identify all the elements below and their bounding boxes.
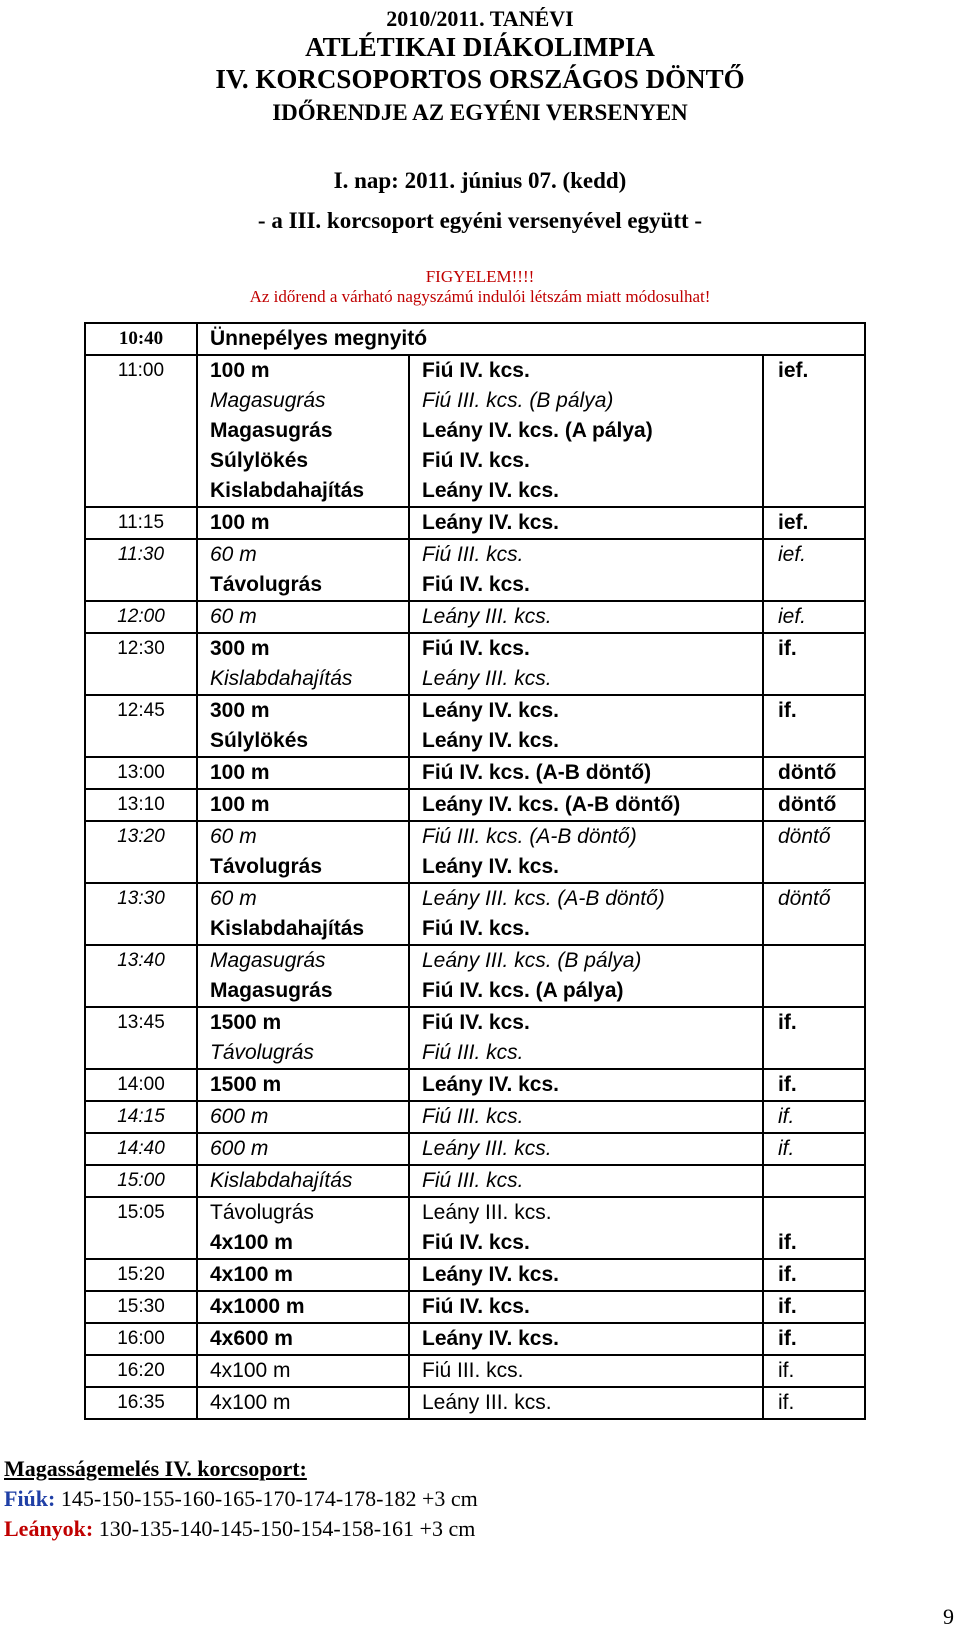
round-type [764,446,864,476]
result-cell [763,633,865,695]
time-cell [85,695,197,757]
result-cell [763,1355,865,1387]
row-time: 12:30 [117,638,165,659]
category-name: Leány IV. kcs. [422,479,559,502]
girls-label: Leányok: [4,1516,94,1541]
time-cell [85,601,197,633]
time-cell [85,507,197,539]
event-name: Magasugrás [210,979,333,1002]
result-cell [763,883,865,945]
event-name: Távolugrás [210,1041,314,1064]
round-type: if. [778,1391,795,1414]
event-name: Távolugrás [210,573,323,596]
category-cell [409,1101,763,1133]
opening-row [85,323,865,355]
schedule-row [85,1007,865,1069]
row-time: 14:00 [117,1074,165,1095]
category-name: Leány IV. kcs. [422,511,559,534]
category-name: Leány III. kcs. [422,1137,552,1160]
event-cell [197,1101,409,1133]
category-cell [409,1165,763,1197]
event-cell [197,757,409,789]
round-type: if. [778,1295,797,1318]
schedule-row [85,633,865,695]
round-type: ief. [778,543,807,566]
round-type: ief. [778,359,809,382]
category-cell [409,695,763,757]
category-name: Fiú IV. kcs. [422,1011,530,1034]
result-cell [763,355,865,507]
result-cell [763,789,865,821]
category-name: Fiú III. kcs. (A-B döntő) [422,825,637,848]
round-type: döntő [778,825,831,848]
schedule-row [85,507,865,539]
event-name: 600 m [210,1105,269,1128]
event-name: Kislabdahajítás [210,667,353,690]
category-cell [409,601,763,633]
event-cell [197,1197,409,1259]
schedule-row [85,1323,865,1355]
result-cell [763,1291,865,1323]
result-cell [763,757,865,789]
event-name: 60 m [210,543,257,566]
event-cell [197,1387,409,1419]
warning-title: FIGYELEM!!!! [425,267,535,286]
event-name: 4x600 m [210,1327,293,1350]
category-cell [409,1291,763,1323]
result-cell [763,821,865,883]
round-type [764,664,864,694]
category-name: Fiú IV. kcs. [422,917,530,940]
event-cell [197,1165,409,1197]
category-name: Leány IV. kcs. (A-B döntő) [422,793,681,816]
schedule-row [85,539,865,601]
category-cell [409,507,763,539]
event-name: 60 m [210,605,257,628]
event-name: 100 m [210,511,270,534]
event-name: Távolugrás [210,855,323,878]
time-cell [85,821,197,883]
category-name: Leány IV. kcs. [422,1263,559,1286]
time-cell [85,1007,197,1069]
round-type: if. [778,1011,797,1034]
time-cell [85,757,197,789]
day-line: I. nap: 2011. június 07. (kedd) [333,168,627,193]
schedule-row [85,695,865,757]
event-name: Magasugrás [210,949,326,972]
row-time: 11:30 [117,544,165,565]
event-name: 4x100 m [210,1359,291,1382]
event-name: Súlylökés [210,729,309,752]
round-type: döntő [778,793,837,816]
opening-text-cell [197,323,865,355]
round-type [764,476,864,506]
schedule-table [84,322,866,1420]
row-time: 13:20 [117,826,165,847]
event-cell [197,945,409,1007]
result-cell [763,1387,865,1419]
row-time: 15:05 [117,1202,165,1223]
time-cell [85,1133,197,1165]
girls-values: 130-135-140-145-150-154-158-161 +3 cm [98,1516,476,1541]
row-time: 13:30 [117,888,165,909]
time-cell [85,633,197,695]
warning-text: Az időrend a várható nagyszámú indulói létszám miatt módosulhat! [249,287,711,306]
round-type: if. [778,1327,797,1350]
category-cell [409,539,763,601]
category-name: Fiú III. kcs. [422,1041,524,1064]
event-name: 4x1000 m [210,1295,305,1318]
schedule-row [85,945,865,1007]
result-cell [763,1259,865,1291]
opening-time: 10:40 [118,328,164,349]
event-cell [197,1355,409,1387]
category-name: Fiú III. kcs. (B pálya) [422,389,614,412]
round-type: if. [778,637,797,660]
result-cell [763,539,865,601]
category-name: Leány IV. kcs. [422,1327,559,1350]
page-number: 9 [943,1604,954,1629]
time-cell [85,945,197,1007]
time-cell [85,1197,197,1259]
category-cell [409,1259,763,1291]
round-type: ief. [778,511,809,534]
event-name: 100 m [210,761,270,784]
schedule-row [85,1101,865,1133]
event-name: Kislabdahajítás [210,917,365,940]
row-time: 14:15 [117,1106,165,1127]
event-name: 60 m [210,887,257,910]
category-name: Leány III. kcs. [422,667,552,690]
opening-time-cell [85,323,197,355]
category-cell [409,1133,763,1165]
round-type [764,976,864,1006]
category-name: Fiú IV. kcs. [422,1231,530,1254]
row-time: 15:30 [117,1296,165,1317]
row-time: 16:00 [117,1328,165,1349]
schedule-row [85,1133,865,1165]
result-cell [763,1165,865,1197]
round-type: if. [778,1105,795,1128]
category-cell [409,945,763,1007]
event-name: 1500 m [210,1073,282,1096]
event-cell [197,601,409,633]
schedule-row [85,1069,865,1101]
round-type: if. [778,1263,797,1286]
category-name: Leány III. kcs. [422,1201,552,1224]
round-type [764,726,864,756]
row-time: 15:00 [117,1170,165,1191]
category-cell [409,1355,763,1387]
row-time: 16:35 [117,1392,165,1413]
round-type: ief. [778,605,807,628]
category-name: Leány III. kcs. [422,1391,552,1414]
result-cell [763,507,865,539]
row-time: 15:20 [117,1264,165,1285]
event-cell [197,695,409,757]
event-cell [197,1069,409,1101]
event-name: 300 m [210,637,270,660]
category-name: Leány IV. kcs. [422,699,559,722]
category-name: Fiú IV. kcs. [422,359,530,382]
event-name: 4x100 m [210,1263,293,1286]
row-time: 14:40 [117,1138,165,1159]
schedule-row [85,1165,865,1197]
footer-girls [4,1516,475,1542]
event-cell [197,539,409,601]
event-cell [197,789,409,821]
event-name: 300 m [210,699,270,722]
event-name: Magasugrás [210,389,326,412]
event-name: Magasugrás [210,419,333,442]
schedule-row [85,821,865,883]
round-type [764,852,864,882]
category-name: Leány IV. kcs. [422,729,559,752]
round-type: if. [778,1359,795,1382]
category-cell [409,355,763,507]
row-time: 11:00 [117,360,165,381]
round-type [764,1038,864,1068]
row-time: 16:20 [117,1360,165,1381]
row-time: 13:00 [117,762,165,783]
event-name: 60 m [210,825,257,848]
row-time: 13:10 [117,794,165,815]
footer-boys [4,1486,478,1512]
category-cell [409,1387,763,1419]
opening-text: Ünnepélyes megnyitó [210,327,428,350]
category-name: Fiú III. kcs. [422,543,524,566]
category-name: Fiú IV. kcs. (A-B döntő) [422,761,652,784]
category-name: Leány IV. kcs. (A pálya) [422,419,653,442]
round-type: if. [778,699,797,722]
time-cell [85,1165,197,1197]
event-cell [197,821,409,883]
result-cell [763,1133,865,1165]
time-cell [85,789,197,821]
schedule-row [85,789,865,821]
category-cell [409,883,763,945]
time-cell [85,1355,197,1387]
schedule-row [85,1197,865,1259]
result-cell [763,1069,865,1101]
row-time: 12:45 [117,700,165,721]
event-cell [197,883,409,945]
round-type: if. [778,1137,795,1160]
event-cell [197,1291,409,1323]
result-cell [763,1007,865,1069]
row-time: 13:45 [117,1012,165,1033]
time-cell [85,1291,197,1323]
event-cell [197,1259,409,1291]
category-cell [409,633,763,695]
boys-values: 145-150-155-160-165-170-174-178-182 +3 cm [60,1486,478,1511]
result-cell [763,1323,865,1355]
time-cell [85,883,197,945]
round-type: döntő [778,887,831,910]
category-name: Leány III. kcs. (B pálya) [422,949,642,972]
event-cell [197,1007,409,1069]
time-cell [85,539,197,601]
header-line-3: IV. KORCSOPORTOS ORSZÁGOS DÖNTŐ [215,64,745,94]
round-type: döntő [778,761,837,784]
category-name: Leány IV. kcs. [422,855,559,878]
round-type [764,570,864,600]
category-name: Leány III. kcs. (A-B döntő) [422,887,665,910]
round-type [764,946,864,976]
category-cell [409,789,763,821]
row-time: 13:40 [117,950,165,971]
round-type [764,416,864,446]
event-name: 1500 m [210,1011,282,1034]
header-line-2: ATLÉTIKAI DIÁKOLIMPIA [305,32,655,62]
event-name: 4x100 m [210,1231,293,1254]
round-type: if. [778,1073,797,1096]
schedule-row [85,1291,865,1323]
event-name: Kislabdahajítás [210,479,365,502]
event-cell [197,355,409,507]
category-cell [409,1197,763,1259]
subtitle-line: - a III. korcsoport egyéni versenyével együtt - [257,208,703,233]
schedule-row [85,355,865,507]
time-cell [85,355,197,507]
result-cell [763,1101,865,1133]
event-name: Kislabdahajítás [210,1169,353,1192]
category-cell [409,821,763,883]
footer-title: Magasságemelés IV. korcsoport: [4,1456,307,1481]
round-type [764,1198,864,1228]
time-cell [85,1259,197,1291]
event-cell [197,1133,409,1165]
round-type [764,1166,864,1196]
category-cell [409,1323,763,1355]
category-name: Fiú III. kcs. [422,1169,524,1192]
event-name: Távolugrás [210,1201,314,1224]
category-name: Fiú IV. kcs. [422,573,530,596]
event-cell [197,507,409,539]
round-type: if. [778,1231,797,1254]
time-cell [85,1069,197,1101]
event-name: 600 m [210,1137,269,1160]
result-cell [763,695,865,757]
category-name: Leány III. kcs. [422,605,552,628]
event-cell [197,633,409,695]
row-time: 11:15 [117,512,165,533]
time-cell [85,1387,197,1419]
category-name: Fiú III. kcs. [422,1105,524,1128]
result-cell [763,1197,865,1259]
schedule-row [85,883,865,945]
schedule-row [85,1355,865,1387]
event-name: 100 m [210,793,270,816]
category-name: Fiú IV. kcs. [422,449,530,472]
result-cell [763,601,865,633]
category-name: Fiú IV. kcs. [422,637,530,660]
category-name: Fiú IV. kcs. [422,1295,530,1318]
schedule-row [85,757,865,789]
event-cell [197,1323,409,1355]
category-name: Leány IV. kcs. [422,1073,559,1096]
time-cell [85,1323,197,1355]
result-cell [763,945,865,1007]
event-name: Súlylökés [210,449,309,472]
round-type [764,914,864,944]
header-line-4: IDŐRENDJE AZ EGYÉNI VERSENYEN [272,100,688,125]
event-name: 100 m [210,359,270,382]
schedule-row [85,601,865,633]
schedule-row [85,1259,865,1291]
header-line-1: 2010/2011. TANÉVI [386,6,574,31]
category-cell [409,1069,763,1101]
row-time: 12:00 [117,606,165,627]
category-name: Fiú III. kcs. [422,1359,524,1382]
round-type [764,386,864,416]
time-cell [85,1101,197,1133]
category-name: Fiú IV. kcs. (A pálya) [422,979,624,1002]
schedule-row [85,1387,865,1419]
category-cell [409,757,763,789]
category-cell [409,1007,763,1069]
event-name: 4x100 m [210,1391,291,1414]
boys-label: Fiúk: [4,1486,56,1511]
